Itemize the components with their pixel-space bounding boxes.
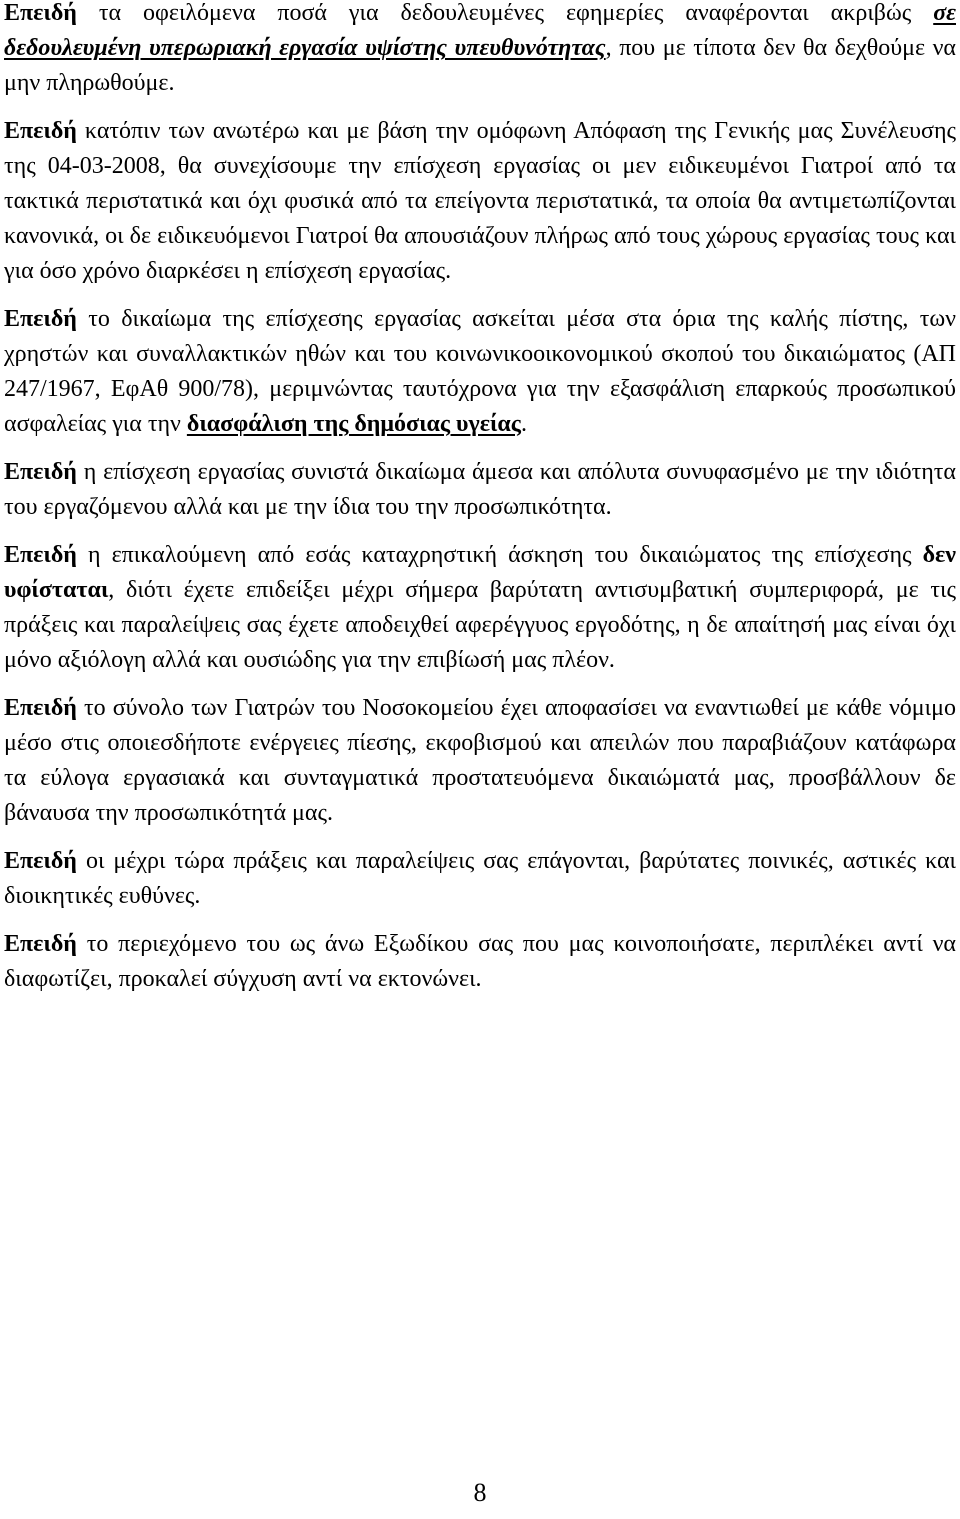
paragraph-lead: Επειδή bbox=[4, 931, 77, 957]
paragraph-lead: Επειδή bbox=[4, 848, 77, 874]
paragraph-2 bbox=[4, 114, 956, 289]
paragraph-lead: Επειδή bbox=[4, 459, 77, 485]
paragraph-lead: Επειδή bbox=[4, 118, 77, 144]
paragraph-4 bbox=[4, 455, 956, 525]
paragraph-lead: Επειδή bbox=[4, 542, 77, 568]
emphasis-text: δεν υφίσταται bbox=[4, 542, 956, 603]
emphasis-text: σε δεδουλευμένη υπερωριακή εργασία υψίστης υπευθυνότητας bbox=[4, 0, 956, 61]
paragraph-5 bbox=[4, 538, 956, 678]
paragraph-lead: Επειδή bbox=[4, 306, 77, 332]
paragraph-text: τα οφειλόμενα ποσά για δεδουλευμένες εφημερίες αναφέρονται ακριβώς bbox=[76, 0, 934, 26]
paragraph-text: το δικαίωμα της επίσχεσης εργασίας ασκείται μέσα στα όρια της καλής πίστης, των χρηστών και συναλλακτικών ηθών και του κοινωνικοοικονομικού σκοπού του δικαιώματος (ΑΠ 247/1967, ΕφΑθ 900/78), μεριμνώντας ταυτόχρονα για την εξασφάλιση επαρκούς προσωπικού ασφαλείας για την bbox=[4, 306, 956, 437]
paragraph-text: , που με τίποτα δεν θα δεχθούμε να μην πληρωθούμε. bbox=[4, 35, 956, 96]
paragraph-6 bbox=[4, 691, 956, 831]
paragraph-1 bbox=[4, 0, 956, 101]
document-body bbox=[4, 0, 956, 1010]
paragraph-8 bbox=[4, 927, 956, 997]
paragraph-text: οι μέχρι τώρα πράξεις και παραλείψεις σας επάγονται, βαρύτατες ποινικές, αστικές και διοικητικές ευθύνες. bbox=[4, 848, 956, 909]
paragraph-text: η επικαλούμενη από εσάς καταχρηστική άσκηση του δικαιώματος της επίσχεσης bbox=[76, 542, 923, 568]
paragraph-text: το περιεχόμενο του ως άνω Εξωδίκου σας που μας κοινοποιήσατε, περιπλέκει αντί να διαφωτίζει, προκαλεί σύγχυση αντί να εκτονώνει. bbox=[4, 931, 956, 992]
paragraph-lead: Επειδή bbox=[4, 695, 77, 721]
page-number: 8 bbox=[473, 1478, 487, 1507]
paragraph-text: , διότι έχετε επιδείξει μέχρι σήμερα βαρύτατη αντισυμβατική συμπεριφορά, με τις πράξεις και παραλείψεις σας έχετε αποδειχθεί αφερέγγυος εργοδότης, η δε απαίτησή μας είναι όχι μόνο αξιόλογη αλλά και ουσιώδης για την επιβίωσή μας πλέον. bbox=[4, 577, 956, 673]
paragraph-text: η επίσχεση εργασίας συνιστά δικαίωμα άμεσα και απόλυτα συνυφασμένο με την ιδιότητα του εργαζόμενου αλλά και με την ίδια του την προσωπικότητα. bbox=[4, 459, 956, 520]
paragraph-text: . bbox=[520, 411, 527, 437]
paragraph-text: το σύνολο των Γιατρών του Νοσοκομείου έχει αποφασίσει να εναντιωθεί με κάθε νόμιμο μέσο στις οποιεσδήποτε ενέργειες πίεσης, εκφοβισμού και απειλών που παραβιάζουν κατάφωρα τα εύλογα εργασιακά και συνταγματικά προστατευόμενα δικαιώματά μας, προσβάλλουν δε βάναυσα την προσωπικότητά μας. bbox=[4, 695, 956, 826]
paragraph-lead: Επειδή bbox=[4, 0, 77, 26]
emphasis-text: διασφάλιση της δημόσιας υγείας bbox=[186, 411, 521, 437]
paragraph-3 bbox=[4, 302, 956, 442]
paragraph-7 bbox=[4, 844, 956, 914]
paragraph-text: κατόπιν των ανωτέρω και με βάση την ομόφωνη Απόφαση της Γενικής μας Συνέλευσης της 04-03-2008, θα συνεχίσουμε την επίσχεση εργασίας οι μεν ειδικευμένοι Γιατροί από τα τακτικά περιστατικά και όχι φυσικά από τα επείγοντα περιστατικά, τα οποία θα αντιμετωπίζονται κανονικά, οι δε ειδικευόμενοι Γιατροί θα απουσιάζουν πλήρως από τους χώρους εργασίας τους και για όσο χρόνο διαρκέσει η επίσχεση εργασίας. bbox=[4, 118, 956, 284]
